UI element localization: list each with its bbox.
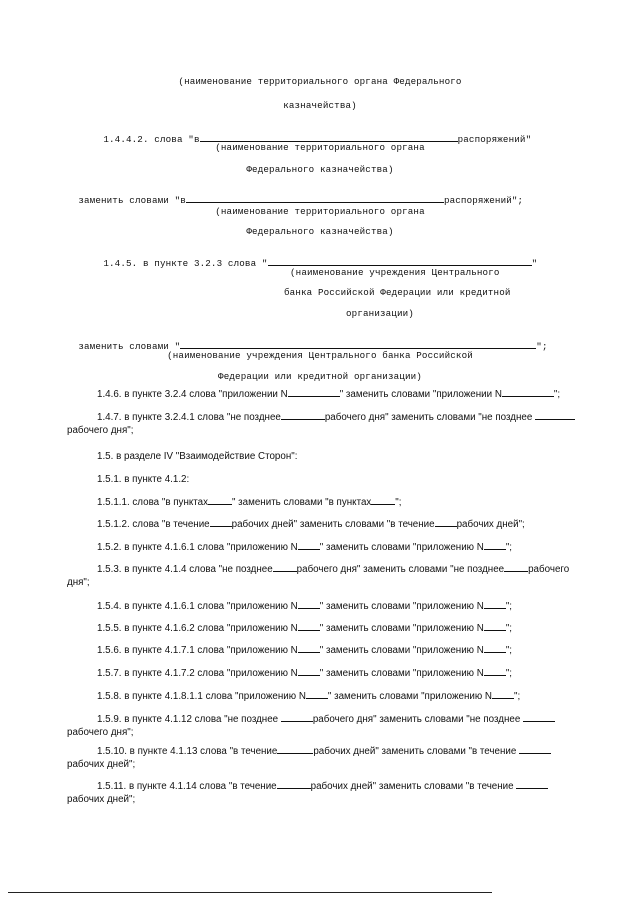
fill-blank xyxy=(200,133,458,142)
paragraph: 1.5.6. в пункте 4.1.7.1 слова "приложению N " заменить словами "приложению N "; xyxy=(97,645,513,656)
paragraph: 1.5.4. в пункте 4.1.6.1 слова "приложению N " заменить словами "приложению N "; xyxy=(97,601,513,612)
caption-line: (наименование территориального органа xyxy=(215,142,425,153)
paragraph: 1.5.1.2. слова "в течение рабочих дней" заменить словами "в течение рабочих дней"; xyxy=(97,519,525,530)
paragraph: 1.5.1.1. слова "в пунктах " заменить словами "в пунктах "; xyxy=(97,497,402,508)
paragraph: 1.5. в разделе IV "Взаимодействие Сторон": xyxy=(97,451,298,462)
caption-line: организации) xyxy=(346,308,414,319)
clause-1-4-5: 1.4.5. в пункте 3.2.3 слова " " xyxy=(103,258,538,269)
caption-line: казначейства) xyxy=(283,100,357,111)
fill-blank xyxy=(186,194,444,203)
caption-line: Федерации или кредитной организации) xyxy=(218,371,422,382)
paragraph: 1.5.5. в пункте 4.1.6.2 слова "приложению N " заменить словами "приложению N "; xyxy=(97,623,513,634)
paragraph: 1.4.6. в пункте 3.2.4 слова "приложении N " заменить словами "приложении N "; xyxy=(97,389,561,400)
caption-line: Федерального казначейства) xyxy=(246,164,394,175)
paragraph: 1.5.10. в пункте 4.1.13 слова "в течение рабочих дней" заменить словами "в течение рабочих дней"; xyxy=(67,745,612,771)
paragraph: 1.5.9. в пункте 4.1.12 слова "не позднее рабочего дня" заменить словами "не позднее рабочего дня"; xyxy=(67,713,612,739)
caption-line: (наименование учреждения Центрального банка Российской xyxy=(167,350,473,361)
fill-blank xyxy=(268,257,532,266)
paragraph: 1.5.2. в пункте 4.1.6.1 слова "приложению N " заменить словами "приложению N "; xyxy=(97,542,513,553)
paragraph: 1.5.11. в пункте 4.1.14 слова "в течение рабочих дней" заменить словами "в течение рабочих дней"; xyxy=(67,780,612,806)
paragraph: 1.4.7. в пункте 3.2.4.1 слова "не позднее рабочего дня" заменить словами "не позднее рабочего дня"; xyxy=(67,411,612,437)
footer-rule xyxy=(8,892,492,893)
paragraph: 1.5.3. в пункте 4.1.4 слова "не позднее рабочего дня" заменить словами "не позднее рабочего дня"; xyxy=(67,564,570,588)
caption-line: (наименование учреждения Центрального xyxy=(290,267,500,278)
fill-blank xyxy=(180,340,536,349)
caption-line: Федерального казначейства) xyxy=(246,226,394,237)
caption-line: (наименование территориального органа xyxy=(215,206,425,217)
caption-line: (наименование территориального органа Федерального xyxy=(178,76,462,87)
clause-1-4-4-2: 1.4.4.2. слова "в распоряжений" xyxy=(103,134,532,145)
caption-line: банка Российской Федерации или кредитной xyxy=(284,287,511,298)
paragraph: 1.5.7. в пункте 4.1.7.2 слова "приложению N " заменить словами "приложению N "; xyxy=(97,668,513,679)
replace-line: заменить словами "в распоряжений"; xyxy=(78,195,524,206)
paragraph: 1.5.8. в пункте 4.1.8.1.1 слова "приложению N " заменить словами "приложению N "; xyxy=(97,691,521,702)
replace-line: заменить словами " "; xyxy=(78,341,548,352)
paragraph: 1.5.1. в пункте 4.1.2: xyxy=(97,474,190,485)
